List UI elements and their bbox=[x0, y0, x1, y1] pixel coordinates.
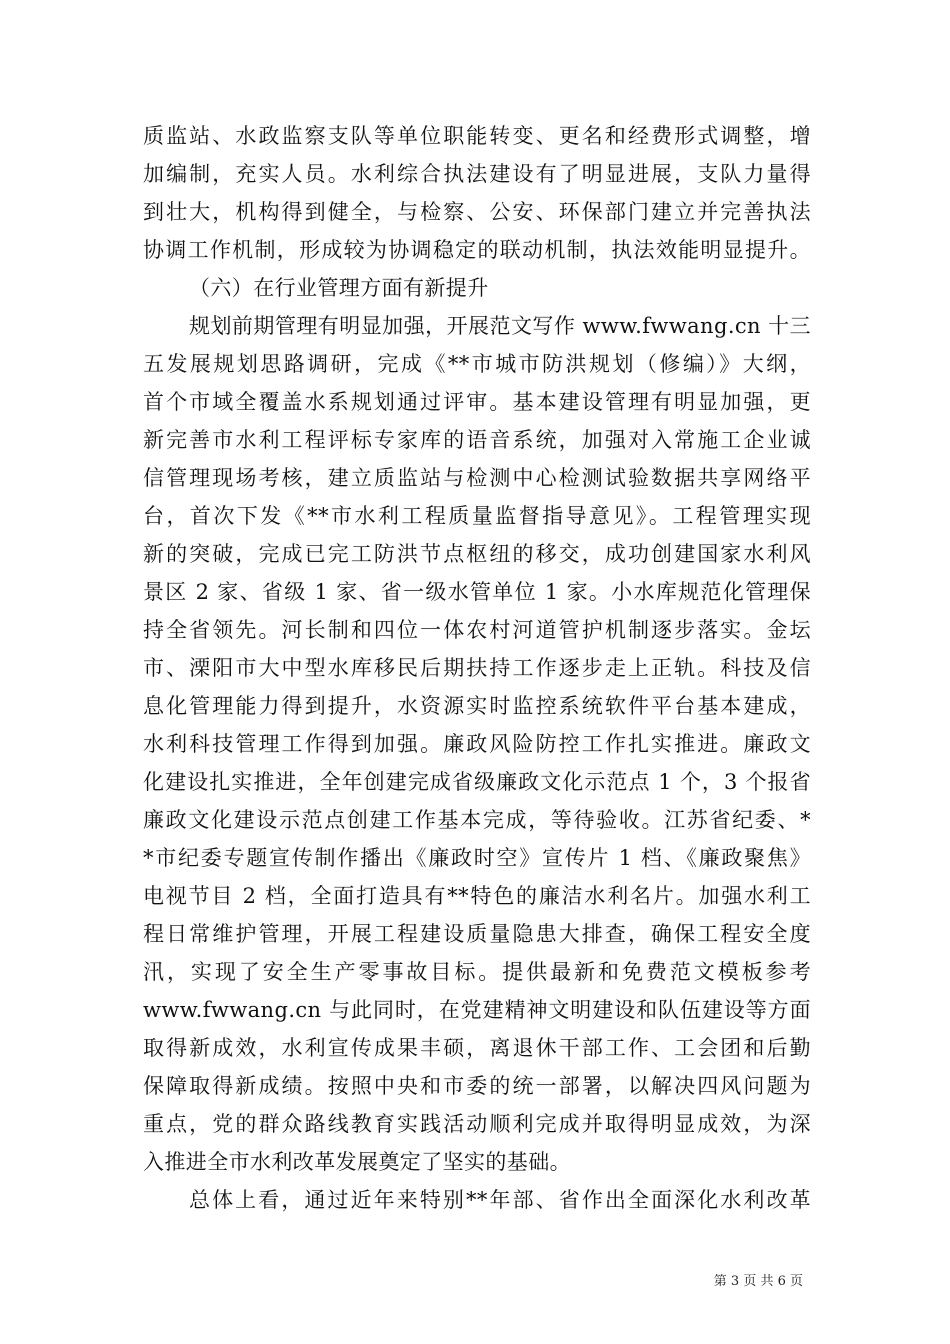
text-line: 重点，党的群众路线教育实践活动顺利完成并取得明显成效，为深 bbox=[143, 1112, 811, 1136]
text-line: 取得新成效，水利宣传成果丰硕，离退休干部工作、工会团和后勤 bbox=[143, 1036, 811, 1060]
text-line: 水利科技管理工作得到加强。廉政风险防控工作扎实推进。廉政文 bbox=[143, 732, 811, 756]
document-body bbox=[143, 117, 811, 1219]
text-line: 加编制，充实人员。水利综合执法建设有了明显进展，支队力量得 bbox=[143, 162, 811, 186]
text-line: 景区 2 家、省级 1 家、省一级水管单位 1 家。小水库规范化管理保 bbox=[143, 580, 811, 604]
text-line: 电视节目 2 档，全面打造具有**特色的廉洁水利名片。加强水利工 bbox=[143, 884, 811, 908]
text-line: 协调工作机制，形成较为协调稳定的联动机制，执法效能明显提升。 bbox=[143, 238, 811, 262]
section-heading: （六）在行业管理方面有新提升 bbox=[189, 276, 489, 300]
text-line: 息化管理能力得到提升，水资源实时监控系统软件平台基本建成， bbox=[143, 694, 811, 718]
text-line: 保障取得新成绩。按照中央和市委的统一部署，以解决四风问题为 bbox=[143, 1074, 811, 1098]
text-line: 持全省领先。河长制和四位一体农村河道管护机制逐步落实。金坛 bbox=[143, 618, 811, 642]
text-line: 台，首次下发《**市水利工程质量监督指导意见》。工程管理实现 bbox=[143, 504, 811, 528]
text-line: www.fwwang.cn 与此同时，在党建精神文明建设和队伍建设等方面 bbox=[143, 998, 811, 1022]
text-line: 信管理现场考核，建立质监站与检测中心检测试验数据共享网络平 bbox=[143, 466, 811, 490]
text-line: *市纪委专题宣传制作播出《廉政时空》宣传片 1 档、《廉政聚焦》 bbox=[143, 846, 811, 870]
text-line: 新的突破，完成已完工防洪节点枢纽的移交，成功创建国家水利风 bbox=[143, 542, 811, 566]
text-line: 入推进全市水利改革发展奠定了坚实的基础。 bbox=[143, 1150, 571, 1174]
text-line: 市、溧阳市大中型水库移民后期扶持工作逐步走上正轨。科技及信 bbox=[143, 656, 811, 680]
text-line: 五发展规划思路调研，完成《**市城市防洪规划（修编）》大纲， bbox=[143, 352, 811, 376]
text-line: 规划前期管理有明显加强，开展范文写作 www.fwwang.cn 十三 bbox=[189, 314, 811, 338]
text-line: 新完善市水利工程评标专家库的语音系统，加强对入常施工企业诚 bbox=[143, 428, 811, 452]
text-line: 到壮大，机构得到健全，与检察、公安、环保部门建立并完善执法 bbox=[143, 200, 811, 224]
text-line: 廉政文化建设示范点创建工作基本完成，等待验收。江苏省纪委、* bbox=[143, 808, 811, 832]
text-line: 化建设扎实推进，全年创建完成省级廉政文化示范点 1 个，3 个报省 bbox=[143, 770, 811, 794]
page-number-footer: 第 3 页 共 6 页 bbox=[713, 1274, 803, 1289]
text-line: 总体上看，通过近年来特别**年部、省作出全面深化水利改革 bbox=[189, 1188, 811, 1212]
text-line: 首个市域全覆盖水系规划通过评审。基本建设管理有明显加强，更 bbox=[143, 390, 811, 414]
text-line: 程日常维护管理，开展工程建设质量隐患大排查，确保工程安全度 bbox=[143, 922, 811, 946]
text-line: 汛，实现了安全生产零事故目标。提供最新和免费范文模板参考 bbox=[143, 960, 811, 984]
text-line: 质监站、水政监察支队等单位职能转变、更名和经费形式调整，增 bbox=[143, 124, 811, 148]
